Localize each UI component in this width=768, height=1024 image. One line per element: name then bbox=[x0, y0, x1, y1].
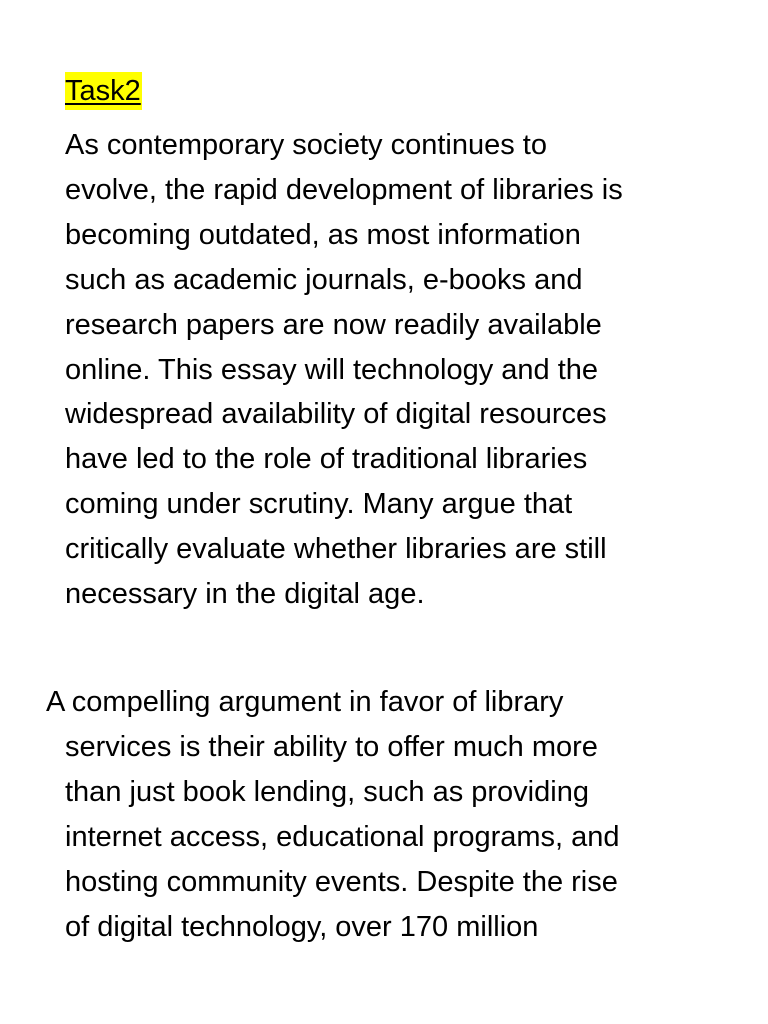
paragraph-line: As contemporary society continues to bbox=[65, 129, 547, 161]
paragraph-line: research papers are now readily available bbox=[65, 308, 602, 341]
paragraph-line: A compelling argument in favor of library bbox=[46, 686, 564, 718]
intro-paragraph bbox=[65, 123, 755, 617]
paragraph-line: services is their ability to offer much more bbox=[65, 730, 598, 763]
paragraph-line: becoming outdated, as most information bbox=[65, 218, 581, 251]
paragraph-line: of digital technology, over 170 million bbox=[65, 910, 539, 943]
paragraph-line: necessary in the digital age. bbox=[65, 578, 425, 611]
paragraph-line: widespread availability of digital resources bbox=[65, 398, 607, 431]
paragraph-line: critically evaluate whether libraries are still bbox=[65, 533, 607, 566]
paragraph-line: evolve, the rapid development of libraries is bbox=[65, 173, 623, 206]
paragraph-line: have led to the role of traditional libraries bbox=[65, 443, 588, 476]
argument-paragraph bbox=[46, 680, 746, 949]
paragraph-line: coming under scrutiny. Many argue that bbox=[65, 488, 573, 521]
paragraph-line: online. This essay will technology and the bbox=[65, 353, 599, 386]
paragraph-line: internet access, educational programs, and bbox=[65, 820, 620, 853]
paragraph-line: hosting community events. Despite the rise bbox=[65, 865, 618, 898]
paragraph-line: such as academic journals, e-books and bbox=[65, 263, 583, 296]
task-heading: Task2 bbox=[65, 72, 142, 110]
paragraph-line: than just book lending, such as providing bbox=[65, 775, 589, 808]
